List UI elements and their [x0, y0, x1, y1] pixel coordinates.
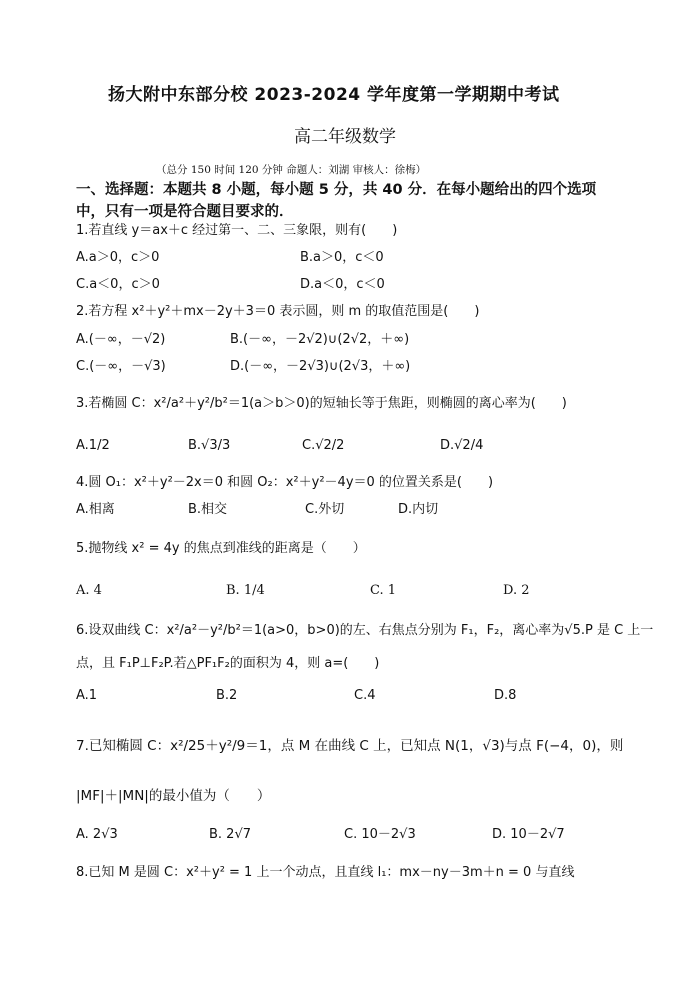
- question-6-option-b: B.2: [216, 688, 238, 703]
- question-6-option-a: A.1: [76, 688, 98, 703]
- section-heading-line-1: 一、选择题：本题共 8 小题，每小题 5 分，共 40 分．在每小题给出的四个选项: [76, 182, 597, 198]
- question-5-option-a: A. 4: [76, 583, 102, 598]
- question-1-option-b: B.a＞0，c＜0: [300, 250, 384, 265]
- question-7-option-d: D. 10－2√7: [492, 827, 565, 842]
- page-subtitle: 高二年级数学: [294, 127, 396, 147]
- question-5-option-c: C. 1: [370, 583, 397, 598]
- question-5-option-b: B. 1/4: [226, 583, 265, 598]
- exam-meta: （总分 150 时间 120 分钟 命题人：刘湖 审核人：徐梅）: [156, 164, 427, 176]
- question-7-option-b: B. 2√7: [209, 827, 252, 842]
- question-2-option-a: A.(－∞，－√2): [76, 332, 166, 347]
- question-2-option-c: C.(－∞，－√3): [76, 359, 166, 374]
- question-6-option-c: C.4: [354, 688, 376, 703]
- question-2-option-d: D.(－∞，－2√3)∪(2√3，＋∞): [230, 359, 411, 374]
- question-1-option-c: C.a＜0，c＞0: [76, 277, 160, 292]
- question-6-option-d: D.8: [494, 688, 517, 703]
- question-3-stem: 3.若椭圆 C：x²/a²＋y²/b²＝1(a＞b＞0)的短轴长等于焦距，则椭圆的离心率为( ): [76, 396, 567, 411]
- question-4-option-d: D.内切: [398, 502, 439, 517]
- question-3-option-d: D.√2/4: [440, 438, 484, 453]
- question-2-stem: 2.若方程 x²＋y²＋mx－2y＋3＝0 表示圆，则 m 的取值范围是( ): [76, 304, 480, 319]
- question-4-option-c: C.外切: [305, 502, 345, 517]
- question-2-option-b: B.(－∞，－2√2)∪(2√2，＋∞): [230, 332, 410, 347]
- section-heading-line-2: 中，只有一项是符合题目要求的．: [76, 204, 294, 220]
- question-7-stem-line-2: |MF|＋|MN|的最小值为（ ）: [76, 788, 271, 804]
- page-title: 扬大附中东部分校 2023-2024 学年度第一学期期中考试: [108, 85, 560, 105]
- question-8-stem: 8.已知 M 是圆 C：x²＋y² = 1 上一个动点，且直线 l₁：mx－ny－3m＋n = 0 与直线: [76, 865, 575, 880]
- question-4-option-b: B.相交: [188, 502, 228, 517]
- question-4-stem: 4.圆 O₁：x²＋y²－2x＝0 和圆 O₂：x²＋y²－4y＝0 的位置关系是( ): [76, 475, 494, 490]
- question-4-option-a: A.相离: [76, 502, 115, 517]
- question-5-stem: 5.抛物线 x² = 4y 的焦点到准线的距离是（ ）: [76, 541, 366, 556]
- question-1-option-d: D.a＜0，c＜0: [300, 277, 385, 292]
- question-7-option-a: A. 2√3: [76, 827, 118, 842]
- question-3-option-b: B.√3/3: [188, 438, 231, 453]
- question-6-stem-line-2: 点，且 F₁P⊥F₂P.若△PF₁F₂的面积为 4，则 a=( ): [76, 656, 380, 671]
- question-6-stem-line-1: 6.设双曲线 C：x²/a²－y²/b²＝1(a>0，b>0)的左、右焦点分别为 F₁，F₂，离心率为√5.P 是 C 上一: [76, 623, 654, 638]
- question-3-option-a: A.1/2: [76, 438, 110, 453]
- question-1-stem: 1.若直线 y＝ax＋c 经过第一、二、三象限，则有( ): [76, 223, 398, 238]
- question-3-option-c: C.√2/2: [302, 438, 345, 453]
- question-1-option-a: A.a＞0，c＞0: [76, 250, 160, 265]
- question-7-option-c: C. 10－2√3: [344, 827, 416, 842]
- question-5-option-d: D. 2: [503, 583, 530, 598]
- question-7-stem-line-1: 7.已知椭圆 C：x²/25＋y²/9＝1，点 M 在曲线 C 上，已知点 N(1，√3)与点 F(−4，0)，则: [76, 738, 624, 754]
